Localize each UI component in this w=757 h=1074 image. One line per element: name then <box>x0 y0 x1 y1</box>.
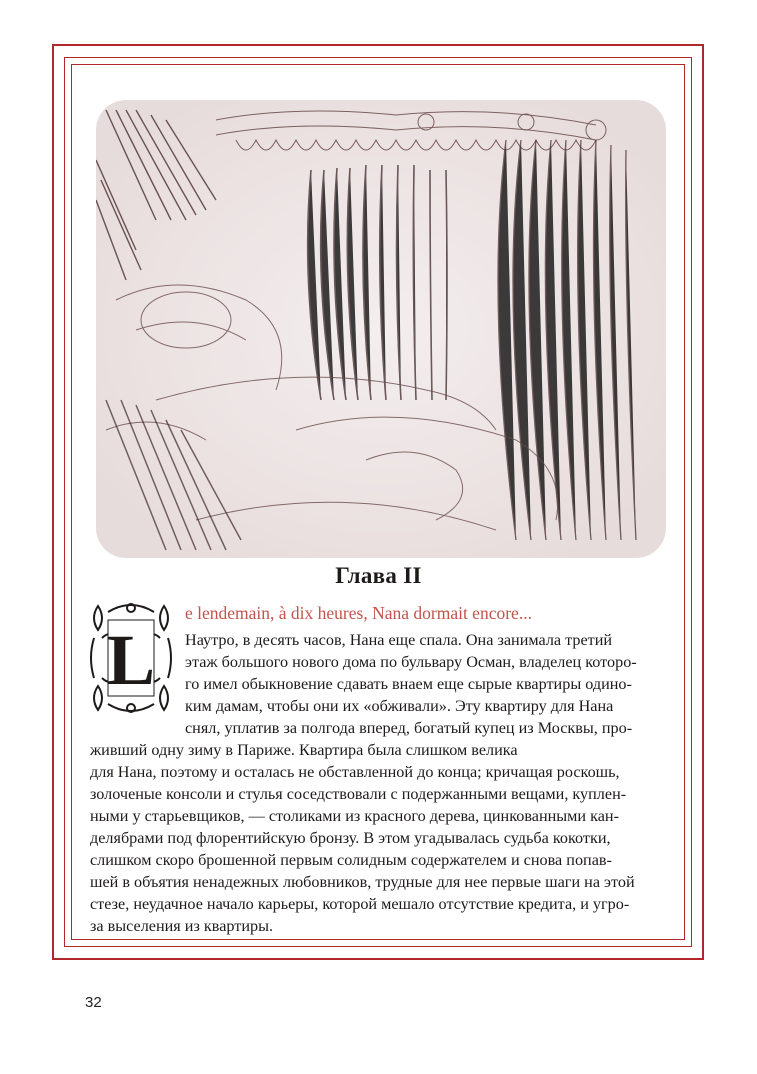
body-line: для Нана, поэтому и осталась не обставленной до конца; кричащая роскошь, <box>90 763 620 781</box>
french-opening: e lendemain, à dix heures, Nana dormait encore... <box>185 603 532 623</box>
body-line: шей в объятия ненадежных любовников, трудные для нее первые шаги на этой <box>90 873 635 891</box>
etching-illustration <box>96 100 666 558</box>
chapter-title: Глава II <box>335 563 422 588</box>
body-line: этаж большого нового дома по бульвару Осман, владелец которо- <box>185 653 637 671</box>
page-number: 32 <box>85 994 102 1011</box>
body-line: за выселения из квартиры. <box>90 917 274 935</box>
body-line: слишком скоро брошенной первым солидным содержателем и снова попав- <box>90 851 612 869</box>
dropcap-letter: L <box>106 620 156 700</box>
body-line: го имел обыкновение сдавать внаем еще сырые квартиры одино- <box>185 675 632 693</box>
dropcap-ornament <box>88 598 174 718</box>
body-line: делябрами под флорентийскую бронзу. В этом угадывалась судьба кокотки, <box>90 829 611 847</box>
body-line: золоченые консоли и стулья соседствовали с подержанными вещами, куплен- <box>90 785 627 803</box>
body-line: ными у старьевщиков, — столиками из красного дерева, цинкованными кан- <box>90 807 619 825</box>
body-line: живший одну зиму в Париже. Квартира была слишком велика <box>90 741 518 759</box>
body-line: ким дамам, чтобы они их «обживали». Эту квартиру для Нана <box>185 697 614 715</box>
body-line: Наутро, в десять часов, Нана еще спала. Она занимала третий <box>185 631 613 649</box>
body-line: стезе, неудачное начало карьеры, которой мешало отсутствие кредита, и угро- <box>90 895 630 913</box>
body-line: снял, уплатив за полгода вперед, богатый купец из Москвы, про- <box>185 719 633 737</box>
